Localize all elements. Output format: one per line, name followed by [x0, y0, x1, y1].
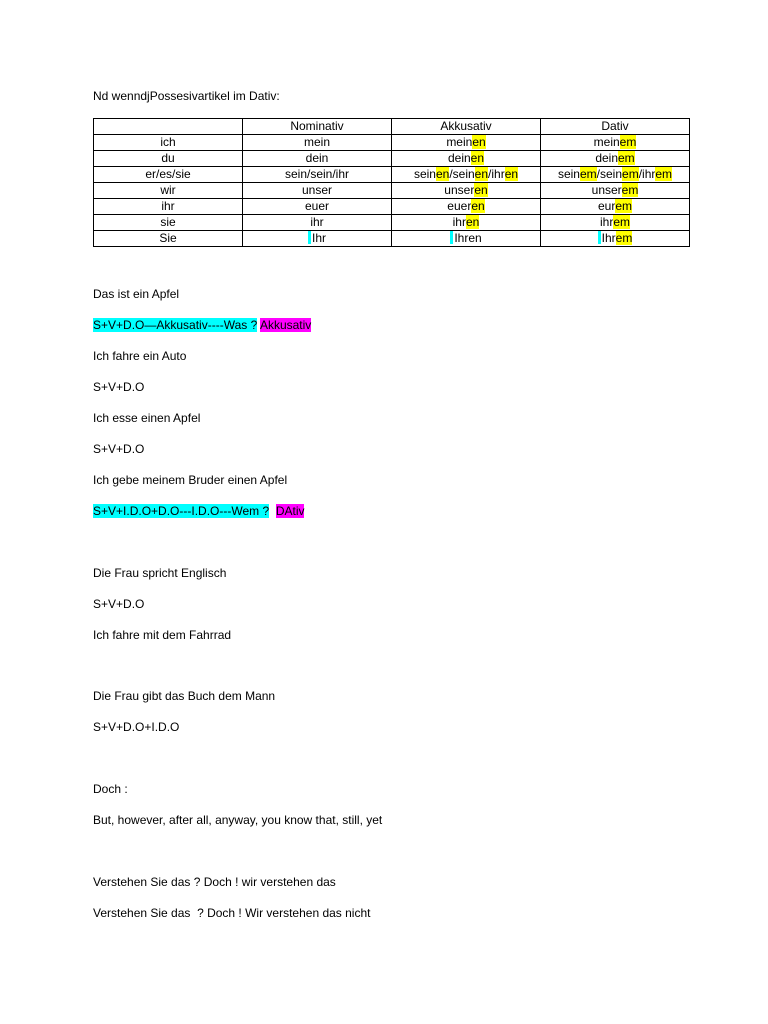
- cell-dativ: [541, 215, 690, 231]
- formula-svdo-2: S+V+D.O: [93, 442, 145, 456]
- cyan-highlight-mark: [308, 231, 311, 244]
- sentence-die-frau-gibt-das-buch: Die Frau gibt das Buch dem Mann: [93, 689, 276, 703]
- ending-highlight: en: [465, 215, 480, 229]
- ending-highlight: em: [622, 167, 639, 181]
- rule-akkusativ-line: [93, 318, 311, 333]
- ending-highlight: en: [474, 183, 488, 197]
- cell-pronoun: du: [94, 151, 243, 167]
- cell-nominativ: euer: [243, 199, 392, 215]
- stem-text: /sein: [449, 167, 475, 181]
- cell-dativ: [541, 135, 690, 151]
- rule-akkusativ-formula: S+V+D.O—Akkusativ----Was ?: [93, 318, 258, 332]
- ending-highlight: em: [618, 151, 635, 165]
- cell-dativ: [541, 151, 690, 167]
- stem-text: /ihr: [488, 167, 505, 181]
- ending-highlight: em: [613, 215, 630, 229]
- rule-dativ-line: [93, 504, 304, 519]
- cell-pronoun: wir: [94, 183, 243, 199]
- header-cell-dativ: Dativ: [541, 119, 690, 135]
- table-row: [94, 183, 690, 199]
- table-row: [94, 151, 690, 167]
- sentence-das-ist-ein-apfel: Das ist ein Apfel: [93, 287, 180, 301]
- possessive-article-table: [93, 118, 690, 247]
- cell-dativ: [541, 183, 690, 199]
- stem-text: euer: [447, 199, 472, 213]
- table-row: [94, 215, 690, 231]
- cell-pronoun: sie: [94, 215, 243, 231]
- ending-highlight: em: [621, 183, 639, 197]
- cell-akkusativ: [392, 135, 541, 151]
- example-doch-negative: Verstehen Sie das ? Doch ! Wir verstehen das nicht: [93, 906, 371, 920]
- table-header-row: [94, 119, 690, 135]
- cell-nominativ: dein: [243, 151, 392, 167]
- cyan-highlight-mark: [598, 231, 601, 244]
- ending-highlight: em: [619, 135, 637, 149]
- stem-text: Ihr: [311, 231, 326, 245]
- header-cell-nominativ: Nominativ: [243, 119, 392, 135]
- stem-text: Ihren: [454, 231, 482, 245]
- document-heading: Nd wenndjPossesivartikel im Dativ:: [93, 89, 280, 103]
- cell-pronoun: ihr: [94, 199, 243, 215]
- ending-highlight: en: [472, 135, 486, 149]
- table-body: [94, 135, 690, 247]
- stem-text: mein: [446, 135, 473, 149]
- table-row: [94, 199, 690, 215]
- cell-pronoun: ich: [94, 135, 243, 151]
- sentence-die-frau-spricht-englisch: Die Frau spricht Englisch: [93, 566, 227, 580]
- stem-text: ihr: [599, 215, 614, 229]
- ending-highlight: em: [615, 199, 632, 213]
- doch-meanings: But, however, after all, anyway, you know that, still, yet: [93, 813, 383, 827]
- stem-text: eur: [597, 199, 616, 213]
- formula-svdo-1: S+V+D.O: [93, 380, 145, 394]
- sentence-ich-gebe-meinem-bruder: Ich gebe meinem Bruder einen Apfel: [93, 473, 288, 487]
- stem-text: ihr: [452, 215, 466, 229]
- cell-akkusativ: [392, 167, 541, 183]
- table-row: [94, 167, 690, 183]
- formula-svdoido: S+V+D.O+I.D.O: [93, 720, 180, 734]
- cell-akkusativ: [392, 215, 541, 231]
- sentence-ich-esse-einen-apfel: Ich esse einen Apfel: [93, 411, 201, 425]
- stem-text: dein: [447, 151, 471, 165]
- ending-highlight: en: [435, 167, 450, 181]
- stem-text: unser: [444, 183, 475, 197]
- cell-akkusativ: [392, 231, 541, 247]
- cell-nominativ: ihr: [243, 215, 392, 231]
- cell-nominativ: [243, 231, 392, 247]
- stem-text: unser: [591, 183, 622, 197]
- cell-akkusativ: [392, 199, 541, 215]
- stem-text: sein: [413, 167, 436, 181]
- sentence-ich-fahre-mit-dem-fahrrad: Ich fahre mit dem Fahrrad: [93, 628, 232, 642]
- ending-highlight: em: [579, 167, 597, 181]
- header-cell-pronoun: [94, 119, 243, 135]
- cell-dativ: [541, 199, 690, 215]
- cell-nominativ: mein: [243, 135, 392, 151]
- sentence-ich-fahre-ein-auto: Ich fahre ein Auto: [93, 349, 187, 363]
- ending-highlight: em: [655, 167, 673, 181]
- cell-nominativ: sein/sein/ihr: [243, 167, 392, 183]
- table-row: [94, 135, 690, 151]
- ending-highlight: en: [474, 167, 489, 181]
- stem-text: mein: [593, 135, 620, 149]
- stem-text: dein: [595, 151, 618, 165]
- ending-highlight: en: [471, 199, 485, 213]
- cell-pronoun: er/es/sie: [94, 167, 243, 183]
- table-row: [94, 231, 690, 247]
- cyan-highlight-mark: [450, 231, 453, 244]
- cell-pronoun: Sie: [94, 231, 243, 247]
- rule-dativ-label: DAtiv: [275, 504, 305, 518]
- cell-akkusativ: [392, 151, 541, 167]
- rule-akkusativ-label: Akkusativ: [259, 318, 312, 332]
- formula-svdo-3: S+V+D.O: [93, 597, 145, 611]
- ending-highlight: en: [470, 151, 485, 165]
- example-doch-affirmative: Verstehen Sie das ? Doch ! wir verstehen das: [93, 875, 336, 889]
- rule-dativ-formula: S+V+I.D.O+D.O---I.D.O---Wem ?: [93, 504, 270, 518]
- cell-dativ: [541, 167, 690, 183]
- header-cell-akkusativ: Akkusativ: [392, 119, 541, 135]
- stem-text: /sein: [596, 167, 623, 181]
- stem-text: Ihr: [601, 231, 616, 245]
- stem-text: /ihr: [638, 167, 656, 181]
- stem-text: sein: [557, 167, 580, 181]
- cell-nominativ: unser: [243, 183, 392, 199]
- cell-dativ: [541, 231, 690, 247]
- ending-highlight: em: [615, 231, 633, 245]
- cell-akkusativ: [392, 183, 541, 199]
- ending-highlight: en: [504, 167, 519, 181]
- doch-heading: Doch :: [93, 782, 128, 796]
